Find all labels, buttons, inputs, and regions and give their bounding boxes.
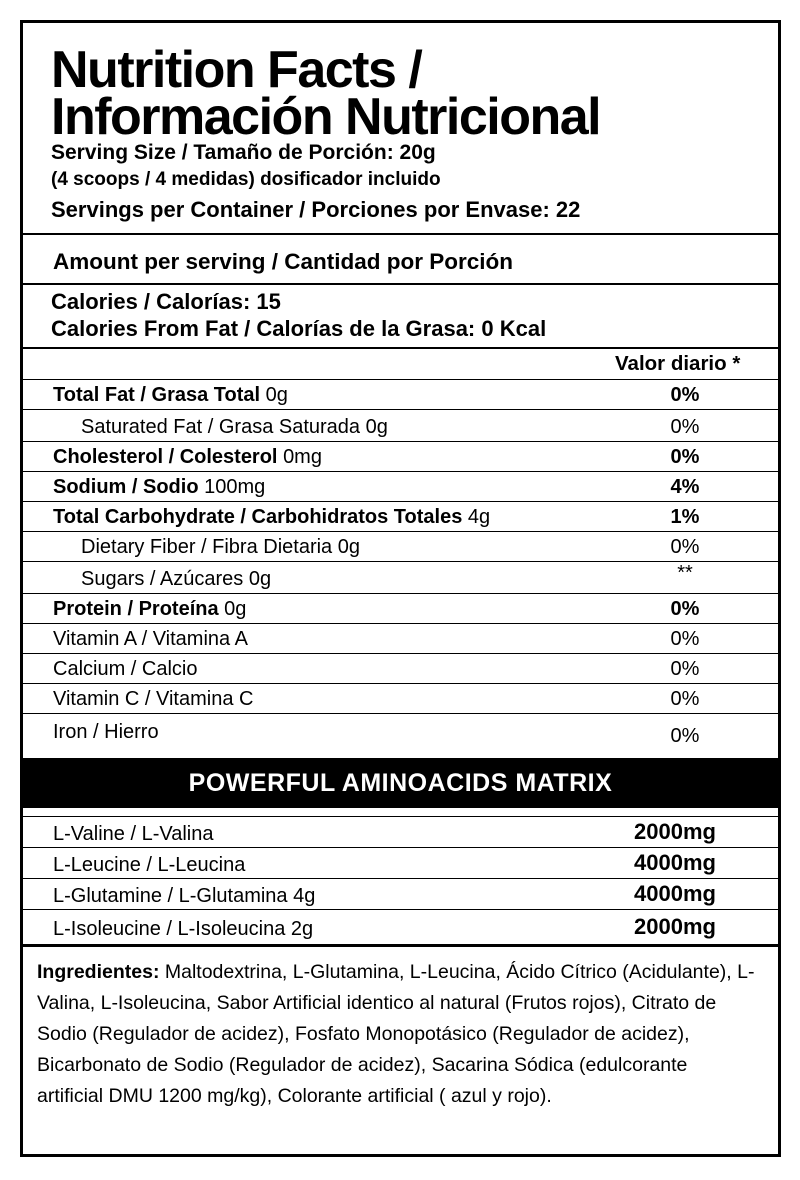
- amino-row-valine: [23, 816, 778, 848]
- nutrient-row-vitamin-a: [23, 624, 778, 654]
- nutrient-name: Total Fat / Grasa Total 0g: [53, 384, 288, 406]
- nutrient-dv: 0%: [670, 384, 700, 406]
- nutrient-dv: 0%: [670, 658, 700, 680]
- divider: [23, 283, 778, 285]
- nutrient-dv: 0%: [670, 725, 700, 747]
- amino-amount: 4000mg: [634, 850, 716, 875]
- divider: [23, 233, 778, 235]
- daily-value-header: Valor diario *: [615, 352, 741, 375]
- nutrient-name: Saturated Fat / Grasa Saturada 0g: [81, 416, 388, 438]
- divider: [23, 347, 778, 349]
- nutrient-row-protein: [23, 594, 778, 624]
- nutrient-name: Protein / Proteína 0g: [53, 598, 247, 620]
- aminoacids-banner: POWERFUL AMINOACIDS MATRIX: [23, 758, 778, 808]
- nutrient-name: Calcium / Calcio: [53, 658, 198, 680]
- nutrient-row-dietary-fiber: [23, 532, 778, 562]
- title-line-2: Información Nutricional: [51, 88, 601, 146]
- nutrient-dv: 0%: [670, 688, 700, 710]
- nutrient-row-total-carbohydrate: [23, 502, 778, 532]
- nutrition-label: [20, 20, 781, 1157]
- nutrient-dv: 0%: [670, 628, 700, 650]
- divider: [23, 944, 778, 947]
- amino-name: L-Leucine / L-Leucina: [53, 854, 246, 876]
- amount-per-serving: Amount per serving / Cantidad por Porción: [53, 249, 514, 274]
- amino-row-leucine: [23, 848, 778, 879]
- amino-name: L-Isoleucine / L-Isoleucina 2g: [53, 918, 314, 940]
- amino-amount: 4000mg: [634, 881, 716, 906]
- amino-name: L-Glutamine / L-Glutamina 4g: [53, 885, 316, 907]
- nutrient-name: Total Carbohydrate / Carbohidratos Totales 4g: [53, 506, 491, 528]
- servings-per-container: Servings per Container / Porciones por Envase: 22: [51, 197, 581, 222]
- title-line-1: Nutrition Facts /: [51, 41, 422, 99]
- nutrient-name: Cholesterol / Colesterol 0mg: [53, 446, 322, 468]
- nutrient-dv: **: [677, 562, 693, 584]
- amino-amount: 2000mg: [634, 914, 716, 939]
- nutrient-dv: 0%: [670, 416, 700, 438]
- nutrient-name: Iron / Hierro: [53, 721, 159, 743]
- ingredients-paragraph: [37, 957, 757, 1112]
- nutrient-dv: 0%: [670, 536, 700, 558]
- nutrient-dv: 0%: [670, 598, 700, 620]
- nutrient-name: Sugars / Azúcares 0g: [81, 568, 272, 590]
- nutrient-row-total-fat: [23, 380, 778, 410]
- calories-from-fat: Calories From Fat / Calorías de la Grasa: 0 Kcal: [51, 316, 547, 341]
- scoops-note: (4 scoops / 4 medidas) dosificador incluido: [51, 169, 441, 190]
- calories: Calories / Calorías: 15: [51, 289, 281, 314]
- amino-row-glutamine: [23, 879, 778, 910]
- amino-amount: 2000mg: [634, 819, 716, 844]
- nutrient-row-calcium: [23, 654, 778, 684]
- amino-name: L-Valine / L-Valina: [53, 823, 214, 845]
- nutrient-row-saturated-fat: [23, 410, 778, 442]
- ingredients-heading: Ingredientes:: [37, 961, 160, 983]
- nutrient-dv: 4%: [670, 476, 700, 498]
- nutrient-row-iron: [23, 714, 778, 754]
- nutrient-row-sugars: [23, 562, 778, 594]
- ingredients-text: Maltodextrina, L-Glutamina, L-Leucina, Ácido Cítrico (Acidulante), L-Valina, L-Isoleucina, Sabor Artificial identico al natural (Frutos rojos), Citrato de Sodio (Regulador de acidez), Fosfato Monopotásico (Regulador de acidez), Bicarbonato de Sodio (Regulador de acidez), Sacarina Sódica (edulcorante artificial DMU 1200 mg/kg), Colorante artificial ( azul y rojo).: [37, 961, 755, 1107]
- nutrient-row-vitamin-c: [23, 684, 778, 714]
- nutrient-name: Dietary Fiber / Fibra Dietaria 0g: [81, 536, 360, 558]
- amino-row-isoleucine: [23, 910, 778, 942]
- nutrient-dv: 1%: [670, 506, 700, 528]
- serving-size: Serving Size / Tamaño de Porción: 20g: [51, 141, 436, 164]
- nutrient-row-cholesterol: [23, 442, 778, 472]
- nutrient-name: Sodium / Sodio 100mg: [53, 476, 266, 498]
- nutrient-dv: 0%: [670, 446, 700, 468]
- nutrient-name: Vitamin C / Vitamina C: [53, 688, 254, 710]
- nutrient-name: Vitamin A / Vitamina A: [53, 628, 248, 650]
- nutrient-row-sodium: [23, 472, 778, 502]
